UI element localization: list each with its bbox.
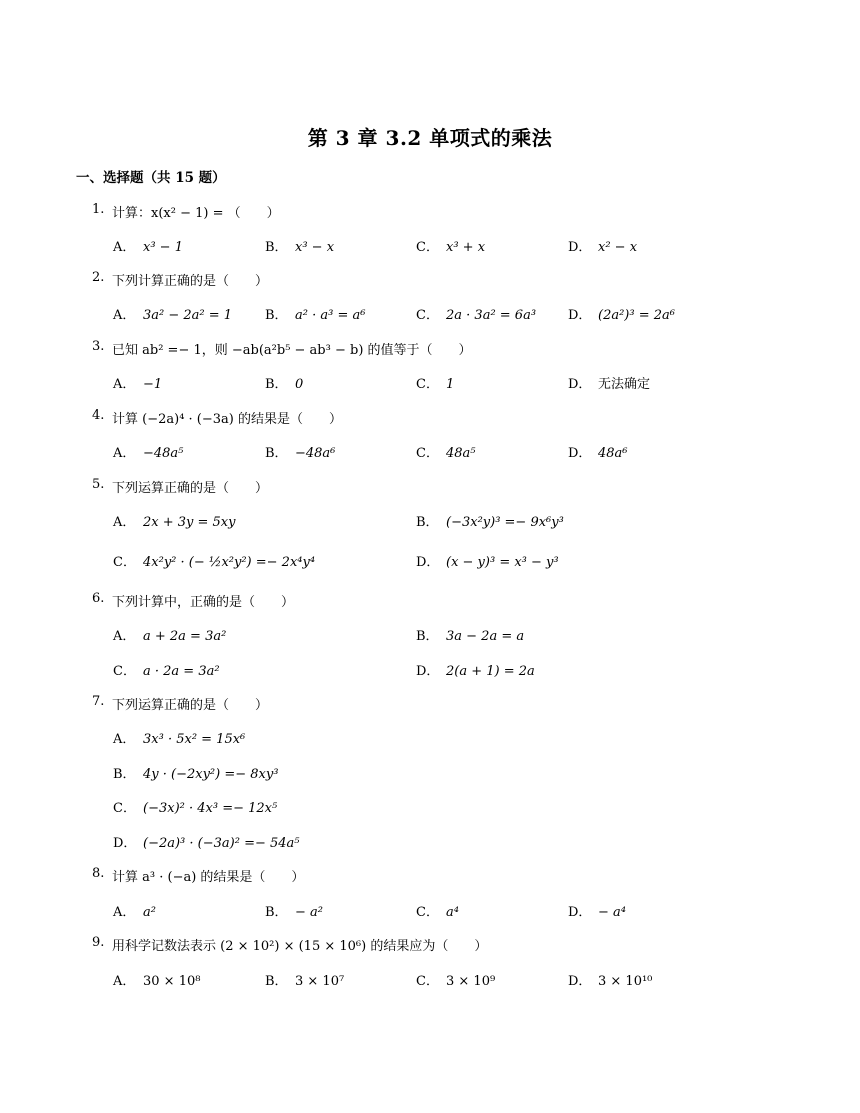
section-heading: 一、选择题（共 15 题）	[76, 170, 226, 186]
page-title: 第 3 章 3.2 单项式的乘法	[307, 126, 553, 150]
option-d: D． 3 × 10¹⁰	[568, 974, 653, 989]
options-row	[0, 511, 860, 533]
option-d: D． 2(a + 1) = 2a	[416, 664, 535, 679]
question-text: 下列计算正确的是（ ）	[112, 274, 269, 289]
option-d: D． 无法确定	[568, 377, 651, 392]
option-b: B． 3 × 10⁷	[265, 974, 345, 989]
question-number: 8.	[92, 866, 105, 881]
question-text: 下列计算中，正确的是（ ）	[112, 595, 295, 610]
options-row	[0, 970, 860, 992]
option-b: B． 3a − 2a = a	[416, 629, 525, 644]
question-text: 已知 ab² =− 1，则 −ab(a²b⁵ − ab³ − b) 的值等于（ ）	[112, 343, 472, 358]
option-a: A． x³ − 1	[113, 240, 183, 255]
question-text: 计算 (−2a)⁴ · (−3a) 的结果是（ ）	[112, 412, 342, 427]
option-d: D． x² − x	[568, 240, 638, 255]
option-c: C． 48a⁵	[416, 446, 476, 461]
option-b: B． 4y · (−2xy²) =− 8xy³	[113, 767, 279, 782]
options-row	[0, 373, 860, 395]
option-a: A． a²	[113, 905, 156, 920]
option-c: C． a · 2a = 3a²	[113, 664, 220, 679]
options-row	[0, 763, 860, 785]
question-number: 6.	[92, 591, 105, 606]
options-row	[0, 304, 860, 326]
option-b: B． x³ − x	[265, 240, 335, 255]
question-4	[0, 408, 860, 430]
option-b: B． −48a⁶	[265, 446, 336, 461]
question-text: 计算：x(x² − 1) = （ ）	[112, 206, 280, 221]
question-number: 7.	[92, 694, 105, 709]
question-number: 3.	[92, 339, 105, 354]
option-d: D． − a⁴	[568, 905, 626, 920]
options-row	[0, 797, 860, 819]
option-c: C． 1	[416, 377, 455, 392]
option-d: D． (−2a)³ · (−3a)² =− 54a⁵	[113, 836, 300, 851]
question-text: 计算 a³ · (−a) 的结果是（ ）	[112, 870, 305, 885]
option-c: C． a⁴	[416, 905, 459, 920]
options-row	[0, 901, 860, 923]
options-row	[0, 728, 860, 750]
option-c: C． (−3x)² · 4x³ =− 12x⁵	[113, 801, 278, 816]
option-d: D． (x − y)³ = x³ − y³	[416, 555, 559, 570]
question-number: 2.	[92, 270, 105, 285]
question-number: 5.	[92, 477, 105, 492]
question-5	[0, 477, 860, 499]
option-b: B． (−3x²y)³ =− 9x⁶y³	[416, 515, 564, 530]
option-b: B． − a²	[265, 905, 323, 920]
options-row	[0, 442, 860, 464]
option-a: A． 3a² − 2a² = 1	[113, 308, 233, 323]
question-number: 4.	[92, 408, 105, 423]
option-a: A． 2x + 3y = 5xy	[113, 515, 236, 530]
option-b: B． 0	[265, 377, 304, 392]
options-row	[0, 625, 860, 647]
question-7	[0, 694, 860, 716]
option-b: B． a² · a³ = a⁶	[265, 308, 366, 323]
question-2	[0, 270, 860, 292]
options-row	[0, 660, 860, 682]
options-row	[0, 236, 860, 258]
option-d: D． (2a²)³ = 2a⁶	[568, 308, 675, 323]
option-d: D． 48a⁶	[568, 446, 628, 461]
question-text: 用科学记数法表示 (2 × 10²) × (15 × 10⁶) 的结果应为（ ）	[112, 939, 488, 954]
option-a: A． a + 2a = 3a²	[113, 629, 227, 644]
option-c: C． 2a · 3a² = 6a³	[416, 308, 537, 323]
question-8	[0, 866, 860, 888]
option-c: C． 4x²y² · (− ½x²y²) =− 2x⁴y⁴	[113, 555, 316, 570]
question-text: 下列运算正确的是（ ）	[112, 698, 269, 713]
question-1	[0, 202, 860, 224]
option-c: C． x³ + x	[416, 240, 486, 255]
options-row	[0, 832, 860, 854]
option-a: A． −1	[113, 377, 163, 392]
question-text: 下列运算正确的是（ ）	[112, 481, 269, 496]
question-number: 9.	[92, 935, 105, 950]
option-a: A． 30 × 10⁸	[113, 974, 201, 989]
options-row	[0, 551, 860, 573]
question-6	[0, 591, 860, 613]
option-a: A． 3x³ · 5x² = 15x⁶	[113, 732, 246, 747]
option-c: C． 3 × 10⁹	[416, 974, 496, 989]
question-number: 1.	[92, 202, 105, 217]
question-3	[0, 339, 860, 361]
question-9	[0, 935, 860, 957]
option-a: A． −48a⁵	[113, 446, 184, 461]
